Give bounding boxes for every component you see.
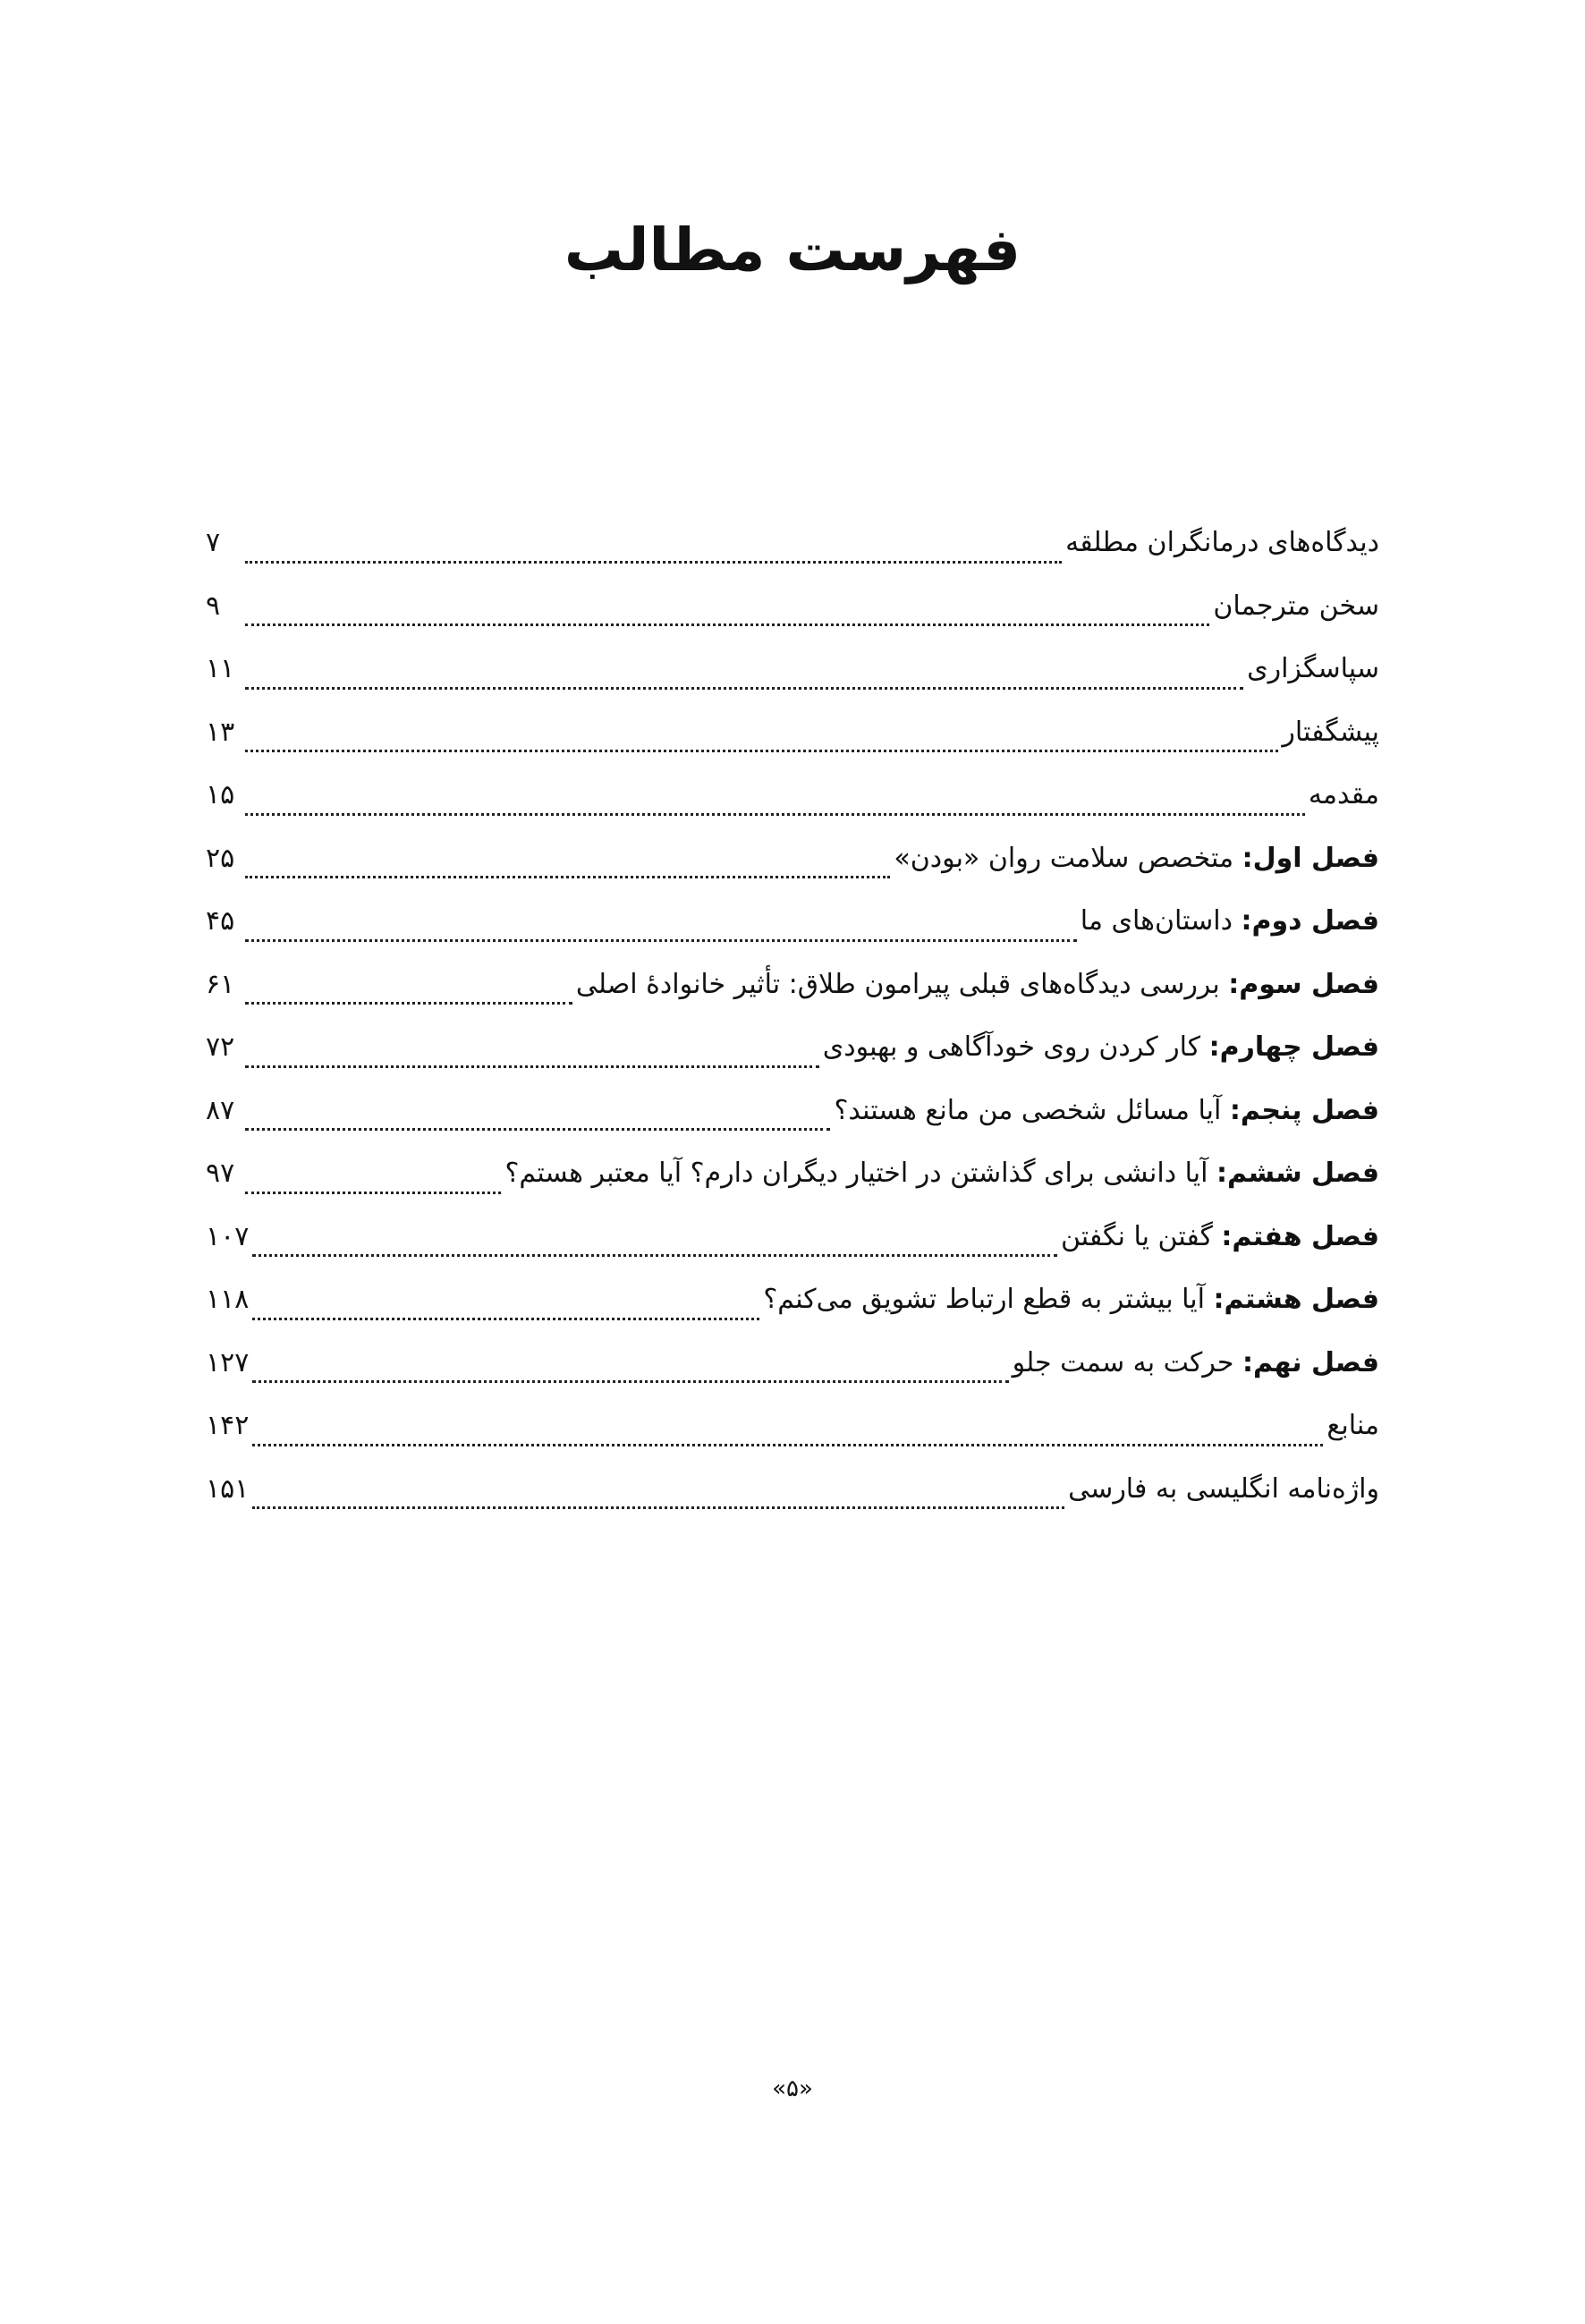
toc-entry-text: داستان‌های ما <box>1080 905 1233 937</box>
toc-entry-text: منابع <box>1326 1410 1379 1441</box>
dot-leader <box>245 660 1243 690</box>
toc-entry <box>206 1016 1379 1080</box>
table-of-contents <box>206 512 1379 1521</box>
page-number: «۵» <box>772 2075 813 2102</box>
toc-entry-title <box>1282 701 1379 765</box>
toc-chapter-label: فصل هشتم: <box>1213 1284 1379 1315</box>
toc-entry-title <box>894 827 1379 891</box>
toc-entry <box>206 575 1379 639</box>
toc-entry <box>206 1142 1379 1206</box>
toc-page-number: ۱۱۸ <box>206 1284 250 1315</box>
toc-page-number: ۱۳ <box>206 716 235 748</box>
toc-entry-text: سخن مترجمان <box>1213 589 1379 622</box>
toc-entry-title <box>504 1142 1379 1206</box>
toc-page-number: ۱۵ <box>206 779 235 810</box>
toc-entry-text: سپاسگزاری <box>1247 653 1379 684</box>
dot-leader <box>252 1480 1064 1509</box>
toc-entry-text: مقدمه <box>1308 779 1379 810</box>
toc-entry-text: کار کردن روی خودآگاهی و بهبودی <box>822 1031 1201 1063</box>
toc-entry-title <box>823 1016 1379 1080</box>
toc-chapter-label: فصل هفتم: <box>1221 1220 1379 1252</box>
toc-entry-title <box>1081 890 1379 954</box>
dot-leader <box>252 1227 1057 1257</box>
toc-chapter-label: فصل اول: <box>1242 842 1379 874</box>
dot-leader <box>252 1353 1008 1383</box>
toc-entry <box>206 1332 1379 1395</box>
toc-entry-text: آیا مسائل شخصی من مانع هستند؟ <box>834 1094 1222 1126</box>
toc-entry-title <box>1068 1458 1379 1522</box>
dot-leader <box>245 1101 830 1131</box>
toc-entry-text: دیدگاه‌های درمانگران مطلقه <box>1065 527 1379 558</box>
toc-entry-title <box>1309 764 1379 827</box>
dot-leader <box>245 1165 501 1194</box>
toc-entry <box>206 1395 1379 1458</box>
toc-entry-text: آیا دانشی برای گذاشتن در اختیار دیگران دارم؟ آیا معتبر هستم؟ <box>504 1158 1208 1189</box>
dot-leader <box>252 1417 1323 1446</box>
toc-page-number: ۷ <box>206 527 221 558</box>
toc-entry <box>206 512 1379 575</box>
toc-page-number: ۲۵ <box>206 842 235 874</box>
toc-page-number: ۱۵۱ <box>206 1472 250 1505</box>
dot-leader <box>245 723 1278 752</box>
toc-entry <box>206 954 1379 1017</box>
dot-leader <box>252 1291 759 1320</box>
toc-page-number: ۹۷ <box>206 1158 235 1189</box>
toc-entry-title <box>1013 1332 1379 1395</box>
toc-entry-title <box>1061 1206 1379 1269</box>
page-title: فهرست مطالب <box>564 216 1021 284</box>
toc-page-number: ۱۲۷ <box>206 1346 250 1378</box>
dot-leader <box>245 849 890 878</box>
toc-page-number: ۹ <box>206 589 221 622</box>
toc-entry-text: پیشگفتار <box>1282 716 1379 748</box>
toc-page-number: ۱۴۲ <box>206 1410 250 1441</box>
toc-entry <box>206 1206 1379 1269</box>
toc-chapter-label: فصل پنجم: <box>1229 1094 1379 1126</box>
toc-entry <box>206 1268 1379 1332</box>
dot-leader <box>245 975 572 1005</box>
toc-entry <box>206 701 1379 765</box>
toc-entry-text: واژه‌نامه انگلیسی به فارسی <box>1068 1472 1379 1505</box>
toc-entry-text: بررسی دیدگاه‌های قبلی پیرامون طلاق: تأثیر خانوادهٔ اصلی <box>575 968 1220 1000</box>
dot-leader <box>245 597 1209 626</box>
toc-entry <box>206 890 1379 954</box>
toc-page-number: ۸۷ <box>206 1094 235 1126</box>
toc-entry-title <box>834 1080 1379 1143</box>
toc-page-number: ۴۵ <box>206 905 235 937</box>
toc-chapter-label: فصل دوم: <box>1241 905 1379 937</box>
toc-page-number: ۱۰۷ <box>206 1220 250 1252</box>
toc-chapter-label: فصل سوم: <box>1228 968 1379 1000</box>
toc-entry-text: متخصص سلامت روان «بودن» <box>894 842 1234 874</box>
toc-entry-title <box>1247 638 1379 701</box>
toc-chapter-label: فصل چهارم: <box>1208 1031 1379 1063</box>
toc-entry-title <box>1065 512 1379 575</box>
dot-leader <box>245 786 1305 816</box>
toc-entry <box>206 1080 1379 1143</box>
toc-entry <box>206 1458 1379 1522</box>
toc-chapter-label: فصل نهم: <box>1242 1346 1379 1378</box>
toc-entry-text: آیا بیشتر به قطع ارتباط تشویق می‌کنم؟ <box>763 1284 1205 1315</box>
toc-page-number: ۶۱ <box>206 968 235 1000</box>
toc-entry-title <box>1326 1395 1379 1458</box>
toc-entry <box>206 764 1379 827</box>
toc-entry-title <box>576 954 1379 1017</box>
toc-entry <box>206 638 1379 701</box>
toc-entry-text: گفتن یا نگفتن <box>1060 1220 1213 1252</box>
toc-entry-title <box>1213 575 1379 639</box>
toc-entry-title <box>763 1268 1379 1332</box>
toc-entry <box>206 827 1379 891</box>
dot-leader <box>245 534 1062 564</box>
toc-page-number: ۷۲ <box>206 1031 235 1063</box>
toc-page-number: ۱۱ <box>206 653 235 684</box>
toc-entry-text: حرکت به سمت جلو <box>1012 1346 1234 1378</box>
dot-leader <box>245 1039 819 1068</box>
toc-chapter-label: فصل ششم: <box>1216 1158 1379 1189</box>
dot-leader <box>245 912 1077 942</box>
